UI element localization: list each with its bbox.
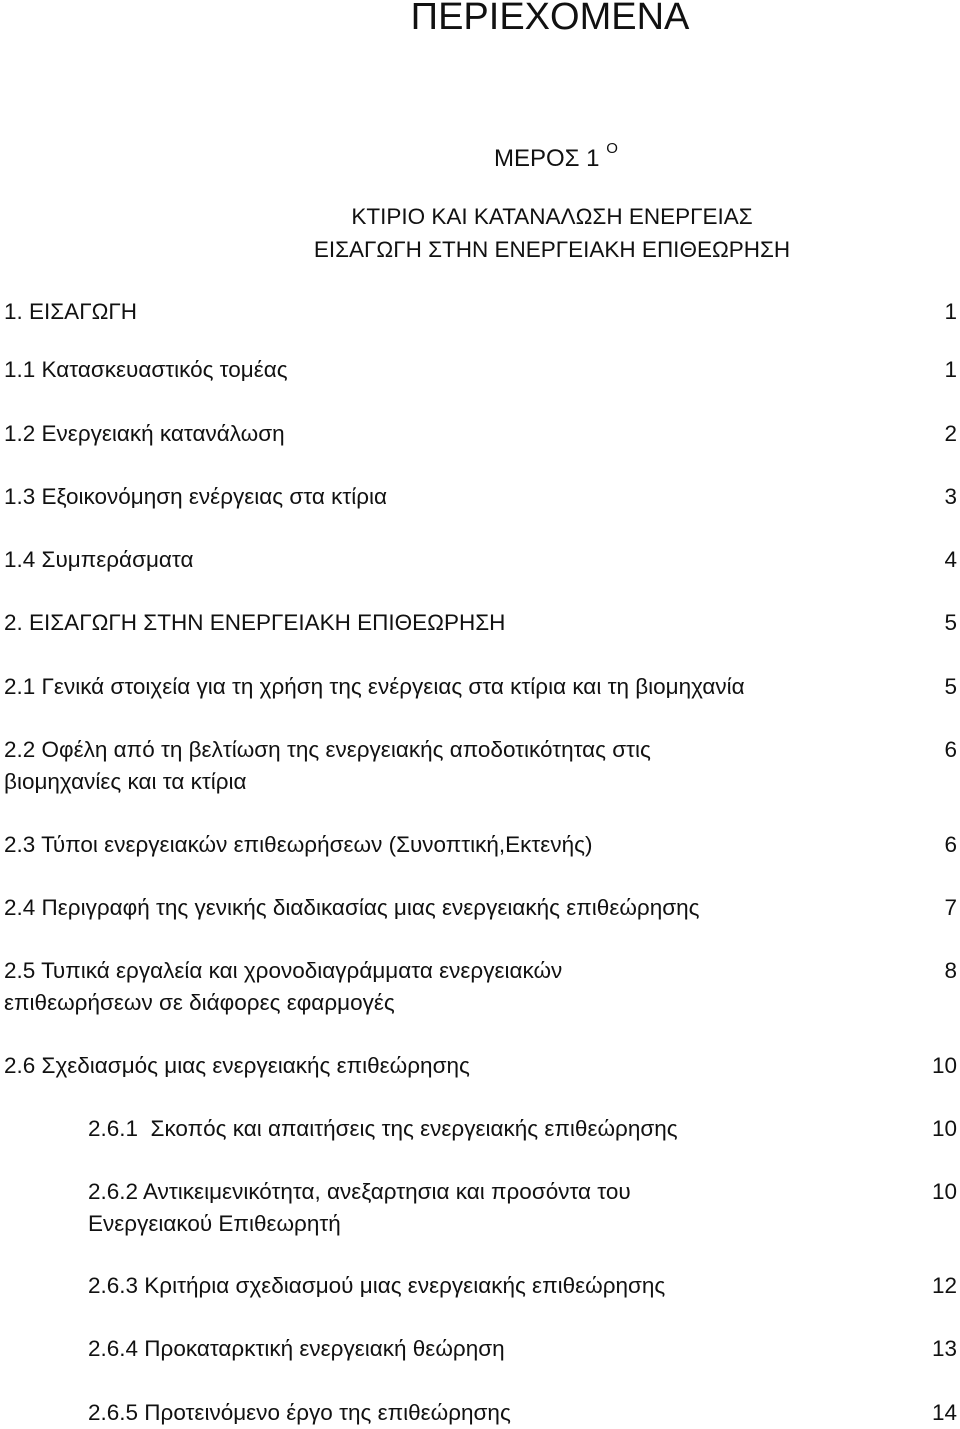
toc-entry-text: 1.4 Συμπεράσματα — [4, 547, 194, 572]
toc-entry-text: 2.6.4 Προκαταρκτική ενεργειακή θεώρηση — [88, 1336, 505, 1361]
toc-entry-page: 5 — [944, 674, 957, 699]
part-superscript: Ο — [606, 140, 618, 157]
toc-entry-page: 4 — [944, 547, 957, 572]
toc-entry-text: 2.5 Τυπικά εργαλεία και χρονοδιαγράμματα ενεργειακών επιθεωρήσεων σε διάφορες εφαρμογές — [4, 958, 563, 1015]
toc-entry-page: 1 — [944, 357, 957, 382]
part-heading — [494, 138, 618, 174]
toc-entry-page: 6 — [944, 832, 957, 857]
subtitle-line-1: ΚΤΙΡΙΟ ΚΑΙ ΚΑΤΑΝΑΛΩΣΗ ΕΝΕΡΓΕΙΑΣ — [351, 204, 753, 229]
toc-entry-page: 6 — [944, 737, 957, 762]
part-label: ΜΕΡΟΣ 1 — [494, 145, 600, 172]
toc-entry-text: 2. ΕΙΣΑΓΩΓΗ ΣΤΗΝ ΕΝΕΡΓΕΙΑΚΗ ΕΠΙΘΕΩΡΗΣΗ — [4, 610, 506, 635]
toc-entry-text: 2.2 Οφέλη από τη βελτίωση της ενεργειακής αποδοτικότητας στις βιομηχανίες και τα κτίρια — [4, 737, 651, 794]
toc-entry-page: 8 — [944, 958, 957, 983]
toc-entry-text: 2.6.3 Κριτήρια σχεδιασμού μιας ενεργειακής επιθεώρησης — [88, 1273, 666, 1298]
page-title: ΠΕΡΙΕΧΟΜΕΝΑ — [410, 0, 690, 38]
toc-entry-text: 2.6.1 Σκοπός και απαιτήσεις της ενεργειακής επιθεώρησης — [88, 1116, 678, 1141]
toc-entry-page: 3 — [944, 484, 957, 509]
toc-entry-page: 5 — [944, 610, 957, 635]
toc-entry-text: 1.3 Εξοικονόμηση ενέργειας στα κτίρια — [4, 484, 388, 509]
subtitle-line-2: ΕΙΣΑΓΩΓΗ ΣΤΗΝ ΕΝΕΡΓΕΙΑΚΗ ΕΠΙΘΕΩΡΗΣΗ — [313, 237, 791, 262]
toc-entry-text: 1.1 Κατασκευαστικός τομέας — [4, 357, 288, 382]
toc-entry-page: 7 — [944, 895, 957, 920]
toc-entry-text: 2.4 Περιγραφή της γενικής διαδικασίας μιας ενεργειακής επιθεώρησης — [4, 895, 700, 920]
toc-entry-page: 1 — [944, 299, 957, 324]
toc-entry-page: 12 — [931, 1273, 957, 1298]
toc-entry-text: 2.1 Γενικά στοιχεία για τη χρήση της ενέργειας στα κτίρια και τη βιομηχανία — [4, 674, 745, 699]
toc-entry-page: 10 — [931, 1116, 957, 1141]
toc-entry-text: 1. ΕΙΣΑΓΩΓΗ — [4, 299, 138, 324]
toc-entry-text: 2.6 Σχεδιασμός μιας ενεργειακής επιθεώρησης — [4, 1053, 470, 1078]
toc-entry-text: 2.3 Τύποι ενεργειακών επιθεωρήσεων (Συνοπτική,Εκτενής) — [4, 832, 593, 857]
toc-entry-page: 14 — [931, 1400, 957, 1425]
toc-entry-text: 2.6.5 Προτεινόμενο έργο της επιθεώρησης — [88, 1400, 511, 1425]
toc-entry-text: 1.2 Ενεργειακή κατανάλωση — [4, 421, 285, 446]
toc-entry-page: 10 — [931, 1053, 957, 1078]
toc-entry-text: 2.6.2 Αντικειμενικότητα, ανεξαρτησια και προσόντα του Ενεργειακού Επιθεωρητή — [88, 1179, 631, 1236]
toc-entry-page: 10 — [931, 1179, 957, 1204]
toc-entry-page: 2 — [944, 421, 957, 446]
toc-entry-page: 13 — [931, 1336, 957, 1361]
